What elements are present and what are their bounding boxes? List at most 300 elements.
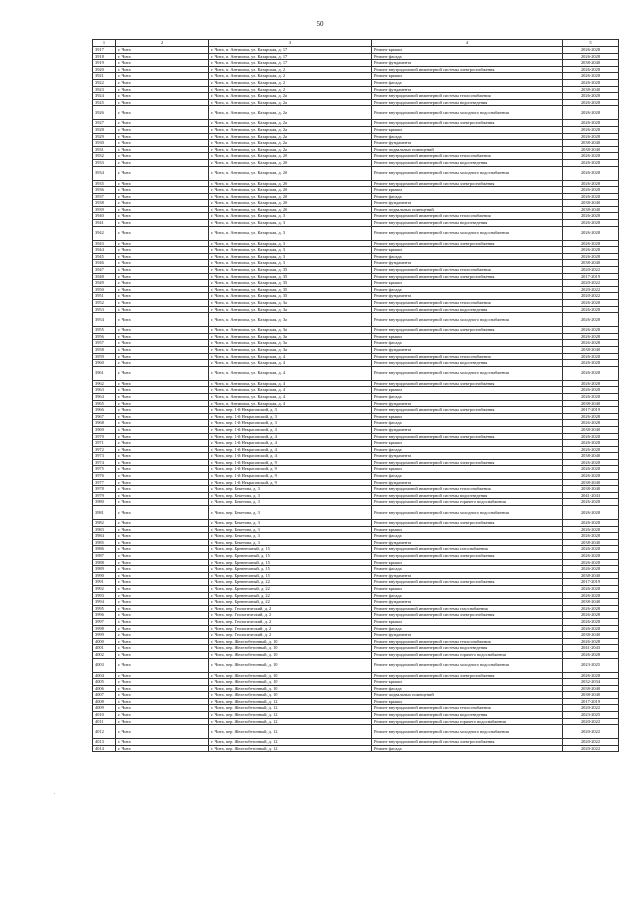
address: г. Чита, пер. 1-й Некрасовский, д. 4: [209, 440, 372, 447]
table-row: [93, 645, 619, 652]
work-type: Ремонт фундамента: [372, 60, 563, 67]
work-type: Ремонт внутридомовой инженерной системы электроснабжения: [372, 579, 563, 586]
address: г. Чита, п. Антипиха, ул. Казарская, д. 4: [209, 366, 372, 380]
work-type: Ремонт внутридомовой инженерной системы электроснабжения: [372, 612, 563, 619]
row-number: 3960: [93, 360, 116, 367]
period: 2020-2022: [563, 286, 619, 293]
period: 2026-2028: [563, 133, 619, 140]
period: 2017-2019: [563, 273, 619, 280]
address: г. Чита, пер. Железобетонный, д. 12: [209, 745, 372, 752]
period: 2026-2028: [563, 360, 619, 367]
period: 2026-2028: [563, 520, 619, 527]
municipality: г. Чита: [116, 658, 209, 672]
row-number: 4010: [93, 712, 116, 719]
address: г. Чита, пер. 1-й Некрасовский, д. 3: [209, 420, 372, 427]
municipality: г. Чита: [116, 520, 209, 527]
address: г. Чита, пер. Железобетонный, д. 10: [209, 638, 372, 645]
row-number: 4002: [93, 651, 116, 658]
row-number: 3936: [93, 187, 116, 194]
address: г. Чита, пер. Железобетонный, д. 10: [209, 692, 372, 699]
table-row: [93, 499, 619, 506]
work-type: Ремонт внутридомовой инженерной системы электроснабжения: [372, 66, 563, 73]
address: г. Чита, пер. Железобетонный, д. 10: [209, 685, 372, 692]
municipality: г. Чита: [116, 99, 209, 106]
period: 2026-2028: [563, 79, 619, 86]
work-type: Ремонт фасада: [372, 533, 563, 540]
work-type: Ремонт фасада: [372, 566, 563, 573]
address: г. Чита, п. Антипиха, ул. Казарская, д. 2а: [209, 140, 372, 147]
work-type: Ремонт фасада: [372, 340, 563, 347]
address: г. Чита, пер. 1-й Некрасовский, д. 4: [209, 433, 372, 440]
row-number: 3920: [93, 66, 116, 73]
municipality: г. Чита: [116, 280, 209, 287]
table-row: [93, 718, 619, 725]
municipality: г. Чита: [116, 393, 209, 400]
period: 2026-2028: [563, 153, 619, 160]
table-row: [93, 220, 619, 227]
period: 2026-2028: [563, 559, 619, 566]
municipality: г. Чита: [116, 226, 209, 240]
row-number: 3962: [93, 380, 116, 387]
period: 2026-2028: [563, 672, 619, 679]
row-number: 4009: [93, 705, 116, 712]
period: 2020-2022: [563, 718, 619, 725]
work-type: Ремонт фундамента: [372, 599, 563, 606]
work-type: Ремонт крыши: [372, 585, 563, 592]
row-number: 3976: [93, 473, 116, 480]
row-number: 3933: [93, 159, 116, 166]
address: г. Чита, пер. Железобетонный, д. 12: [209, 712, 372, 719]
municipality: г. Чита: [116, 273, 209, 280]
municipality: г. Чита: [116, 79, 209, 86]
period: 2026-2028: [563, 47, 619, 54]
table-row: [93, 140, 619, 147]
period: 2020-2022: [563, 705, 619, 712]
row-number: 3988: [93, 559, 116, 566]
table-row: [93, 638, 619, 645]
address: г. Чита, п. Антипиха, ул. Казарская, д. 2а: [209, 146, 372, 153]
table-row: [93, 226, 619, 240]
table-row: [93, 692, 619, 699]
period: 2026-2028: [563, 566, 619, 573]
work-type: Ремонт крыши: [372, 280, 563, 287]
row-number: 3975: [93, 466, 116, 473]
row-number: 3979: [93, 492, 116, 499]
work-type: Ремонт внутридомовой инженерной системы холодного водоснабжения: [372, 725, 563, 739]
address: г. Чита, п. Антипиха, ул. Казарская, д. 35: [209, 273, 372, 280]
work-type: Ремонт крыши: [372, 440, 563, 447]
row-number: 4000: [93, 638, 116, 645]
table-row: [93, 300, 619, 307]
row-number: 3925: [93, 99, 116, 106]
municipality: г. Чита: [116, 300, 209, 307]
municipality: г. Чита: [116, 180, 209, 187]
period: 2038-2040: [563, 692, 619, 699]
period: 2038-2040: [563, 426, 619, 433]
period: 2038-2040: [563, 572, 619, 579]
row-number: 4012: [93, 725, 116, 739]
period: 2026-2028: [563, 300, 619, 307]
municipality: г. Чита: [116, 645, 209, 652]
row-number: 3991: [93, 579, 116, 586]
table-row: [93, 79, 619, 86]
work-type: Ремонт внутридомовой инженерной системы водоотведения: [372, 492, 563, 499]
row-number: 4011: [93, 718, 116, 725]
table-row: [93, 393, 619, 400]
work-type: Ремонт фундамента: [372, 572, 563, 579]
address: г. Чита, п. Антипиха, ул. Казарская, д. 35: [209, 280, 372, 287]
row-number: 3918: [93, 53, 116, 60]
period: 2026-2028: [563, 585, 619, 592]
row-number: 3948: [93, 273, 116, 280]
work-type: Ремонт внутридомовой инженерной системы холодного водоснабжения: [372, 366, 563, 380]
table-row: [93, 433, 619, 440]
table-row: [93, 658, 619, 672]
work-type: Ремонт фасада: [372, 133, 563, 140]
municipality: г. Чита: [116, 253, 209, 260]
table-row: [93, 200, 619, 207]
table-row: [93, 446, 619, 453]
row-number: 3953: [93, 306, 116, 313]
row-number: 3955: [93, 327, 116, 334]
period: 2020-2022: [563, 725, 619, 739]
table-row: [93, 520, 619, 527]
address: г. Чита, п. Антипиха, ул. Казарская, д. 4: [209, 400, 372, 407]
address: г. Чита, п. Антипиха, ул. Казарская, д. 2б: [209, 200, 372, 207]
address: г. Чита, пер. Железобетонный, д. 10: [209, 672, 372, 679]
work-type: Ремонт подвальных помещений: [372, 206, 563, 213]
period: 2032-2034: [563, 679, 619, 686]
row-number: 3984: [93, 533, 116, 540]
work-type: Ремонт внутридомовой инженерной системы водоотведения: [372, 712, 563, 719]
table-row: [93, 133, 619, 140]
period: 2020-2022: [563, 280, 619, 287]
work-type: Ремонт внутридомовой инженерной системы электроснабжения: [372, 739, 563, 746]
period: 2017-2019: [563, 407, 619, 414]
work-type: Ремонт крыши: [372, 618, 563, 625]
municipality: г. Чита: [116, 366, 209, 380]
work-type: Ремонт фундамента: [372, 479, 563, 486]
work-type: Ремонт фасада: [372, 53, 563, 60]
period: 2026-2028: [563, 387, 619, 394]
period: 2026-2028: [563, 366, 619, 380]
table-row: [93, 93, 619, 100]
address: г. Чита, п. Антипиха, ул. Казарская, д. 2а: [209, 133, 372, 140]
period: 2038-2040: [563, 60, 619, 67]
address: г. Чита, п. Антипиха, ул. Казарская, д. 4: [209, 387, 372, 394]
address: г. Чита, пер. Железобетонный, д. 10: [209, 679, 372, 686]
row-number: 3950: [93, 286, 116, 293]
row-number: 3967: [93, 413, 116, 420]
municipality: г. Чита: [116, 745, 209, 752]
row-number: 3970: [93, 433, 116, 440]
municipality: г. Чита: [116, 453, 209, 460]
address: г. Чита, пер. 1-й Некрасовский, д. 3: [209, 407, 372, 414]
row-number: 3937: [93, 193, 116, 200]
period: 2026-2028: [563, 106, 619, 120]
column-header: 2: [116, 40, 209, 47]
address: г. Чита, пер. Железобетонный, д. 10: [209, 658, 372, 672]
row-number: 3954: [93, 313, 116, 327]
work-type: Ремонт фундамента: [372, 346, 563, 353]
repair-schedule-table: [92, 39, 619, 752]
table-row: [93, 360, 619, 367]
table-row: [93, 247, 619, 254]
address: г. Чита, пер. Бекетова, д. 3: [209, 492, 372, 499]
row-number: 3993: [93, 592, 116, 599]
row-number: 3929: [93, 133, 116, 140]
table-row: [93, 280, 619, 287]
municipality: г. Чита: [116, 718, 209, 725]
period: 2026-2028: [563, 240, 619, 247]
period: 2026-2028: [563, 625, 619, 632]
period: 2038-2040: [563, 146, 619, 153]
municipality: г. Чита: [116, 126, 209, 133]
work-type: Ремонт внутридомовой инженерной системы холодного водоснабжения: [372, 313, 563, 327]
municipality: г. Чита: [116, 86, 209, 93]
work-type: Ремонт внутридомовой инженерной системы водоотведения: [372, 99, 563, 106]
table-row: [93, 651, 619, 658]
address: г. Чита, п. Антипиха, ул. Казарская, д. 2б: [209, 187, 372, 194]
municipality: г. Чита: [116, 200, 209, 207]
work-type: Ремонт подвальных помещений: [372, 692, 563, 699]
page-number: 50: [316, 20, 324, 28]
table-row: [93, 313, 619, 327]
row-number: 4013: [93, 739, 116, 746]
row-number: 3981: [93, 506, 116, 520]
period: 2038-2040: [563, 599, 619, 606]
address: г. Чита, пер. 1-й Некрасовский, д. 4: [209, 453, 372, 460]
municipality: г. Чита: [116, 313, 209, 327]
municipality: г. Чита: [116, 47, 209, 54]
work-type: Ремонт внутридомовой инженерной системы газоснабжения: [372, 605, 563, 612]
work-type: Ремонт крыши: [372, 413, 563, 420]
municipality: г. Чита: [116, 605, 209, 612]
period: 2017-2019: [563, 579, 619, 586]
row-number: 3931: [93, 146, 116, 153]
municipality: г. Чита: [116, 499, 209, 506]
municipality: г. Чита: [116, 420, 209, 427]
period: 2026-2028: [563, 93, 619, 100]
municipality: г. Чита: [116, 486, 209, 493]
period: 2038-2040: [563, 539, 619, 546]
row-number: 3961: [93, 366, 116, 380]
row-number: 3949: [93, 280, 116, 287]
table-row: [93, 213, 619, 220]
table-row: [93, 413, 619, 420]
municipality: г. Чита: [116, 400, 209, 407]
table-row: [93, 526, 619, 533]
period: 2026-2028: [563, 120, 619, 127]
table-row: [93, 533, 619, 540]
period: 2026-2028: [563, 220, 619, 227]
municipality: г. Чита: [116, 360, 209, 367]
row-number: 3959: [93, 353, 116, 360]
period: 2026-2028: [563, 253, 619, 260]
row-number: 3986: [93, 546, 116, 553]
municipality: г. Чита: [116, 340, 209, 347]
table-row: [93, 53, 619, 60]
address: г. Чита, п. Антипиха, ул. Казарская, д. 17: [209, 60, 372, 67]
row-number: 3958: [93, 346, 116, 353]
address: г. Чита, п. Антипиха, ул. Казарская, д. 2б: [209, 166, 372, 180]
period: 2026-2028: [563, 440, 619, 447]
address: г. Чита, п. Антипиха, ул. Казарская, д. 35: [209, 267, 372, 274]
row-number: 3992: [93, 585, 116, 592]
table-row: [93, 60, 619, 67]
row-number: 3977: [93, 479, 116, 486]
work-type: Ремонт внутридомовой инженерной системы водоотведения: [372, 645, 563, 652]
address: г. Чита, п. Антипиха, ул. Казарская, д. 2б: [209, 153, 372, 160]
municipality: г. Чита: [116, 506, 209, 520]
address: г. Чита, пер. Геологический, д. 2: [209, 618, 372, 625]
work-type: Ремонт внутридомовой инженерной системы теплоснабжения: [372, 638, 563, 645]
period: 2020-2022: [563, 745, 619, 752]
municipality: г. Чита: [116, 698, 209, 705]
address: г. Чита, п. Антипиха, ул. Казарская, д. 2а: [209, 99, 372, 106]
municipality: г. Чита: [116, 566, 209, 573]
work-type: Ремонт фасада: [372, 685, 563, 692]
table-row: [93, 120, 619, 127]
work-type: Ремонт фундамента: [372, 86, 563, 93]
row-number: 3947: [93, 267, 116, 274]
municipality: г. Чита: [116, 193, 209, 200]
municipality: г. Чита: [116, 546, 209, 553]
table-row: [93, 166, 619, 180]
work-type: Ремонт фундамента: [372, 539, 563, 546]
municipality: г. Чита: [116, 612, 209, 619]
table-row: [93, 506, 619, 520]
work-type: Ремонт внутридомовой инженерной системы холодного водоснабжения: [372, 226, 563, 240]
address: г. Чита, пер. Железобетонный, д. 10: [209, 651, 372, 658]
address: г. Чита, пер. Железобетонный, д. 12: [209, 718, 372, 725]
row-number: 3987: [93, 553, 116, 560]
row-number: 3917: [93, 47, 116, 54]
municipality: г. Чита: [116, 133, 209, 140]
work-type: Ремонт внутридомовой инженерной системы электроснабжения: [372, 459, 563, 466]
period: 2026-2028: [563, 166, 619, 180]
work-type: Ремонт крыши: [372, 526, 563, 533]
address: г. Чита, пер. Геологический, д. 2: [209, 605, 372, 612]
period: 2038-2040: [563, 260, 619, 267]
municipality: г. Чита: [116, 60, 209, 67]
period: 2041-2043: [563, 645, 619, 652]
work-type: Ремонт внутридомовой инженерной системы холодного водоснабжения: [372, 658, 563, 672]
period: 2026-2028: [563, 506, 619, 520]
work-type: Ремонт фундамента: [372, 200, 563, 207]
work-type: Ремонт фасада: [372, 193, 563, 200]
address: г. Чита, п. Антипиха, ул. Казарская, д. 4: [209, 380, 372, 387]
column-header: 3: [209, 40, 372, 47]
table-row: [93, 618, 619, 625]
table-row: [93, 66, 619, 73]
work-type: Ремонт внутридомовой инженерной системы электроснабжения: [372, 407, 563, 414]
municipality: г. Чита: [116, 459, 209, 466]
work-type: Ремонт внутридомовой инженерной системы холодного водоснабжения: [372, 506, 563, 520]
row-number: 3999: [93, 632, 116, 639]
municipality: г. Чита: [116, 166, 209, 180]
municipality: г. Чита: [116, 206, 209, 213]
work-type: Ремонт крыши: [372, 247, 563, 254]
period: 2026-2028: [563, 466, 619, 473]
work-type: Ремонт внутридомовой инженерной системы водоотведения: [372, 306, 563, 313]
address: г. Чита, п. Антипиха, ул. Казарская, д. 3: [209, 247, 372, 254]
table-row: [93, 146, 619, 153]
municipality: г. Чита: [116, 705, 209, 712]
row-number: 4014: [93, 745, 116, 752]
municipality: г. Чита: [116, 293, 209, 300]
address: г. Чита, п. Антипиха, ул. Казарская, д. 3а: [209, 306, 372, 313]
municipality: г. Чита: [116, 153, 209, 160]
municipality: г. Чита: [116, 725, 209, 739]
work-type: Ремонт фундамента: [372, 453, 563, 460]
row-number: 3994: [93, 599, 116, 606]
row-number: 3932: [93, 153, 116, 160]
scan-mark: .: [54, 790, 56, 796]
row-number: 3952: [93, 300, 116, 307]
work-type: Ремонт внутридомовой инженерной системы теплоснабжения: [372, 300, 563, 307]
period: 2026-2028: [563, 353, 619, 360]
table-row: [93, 153, 619, 160]
work-type: Ремонт внутридомовой инженерной системы электроснабжения: [372, 672, 563, 679]
work-type: Ремонт крыши: [372, 679, 563, 686]
address: г. Чита, п. Антипиха, ул. Казарская, д. 3а: [209, 300, 372, 307]
table-row: [93, 420, 619, 427]
table-row: [93, 566, 619, 573]
period: 2026-2028: [563, 526, 619, 533]
work-type: Ремонт внутридомовой инженерной системы холодного водоснабжения: [372, 106, 563, 120]
table-row: [93, 253, 619, 260]
address: г. Чита, п. Антипиха, ул. Казарская, д. 2б: [209, 193, 372, 200]
work-type: Ремонт крыши: [372, 187, 563, 194]
table-row: [93, 466, 619, 473]
municipality: г. Чита: [116, 327, 209, 334]
address: г. Чита, пер. Бревенчатый, д. 15: [209, 546, 372, 553]
table-row: [93, 407, 619, 414]
work-type: Ремонт крыши: [372, 47, 563, 54]
municipality: г. Чита: [116, 625, 209, 632]
row-number: 4001: [93, 645, 116, 652]
table-row: [93, 126, 619, 133]
address: г. Чита, пер. Бекетова, д. 3: [209, 486, 372, 493]
address: г. Чита, п. Антипиха, ул. Казарская, д. 3а: [209, 327, 372, 334]
row-number: 3978: [93, 486, 116, 493]
address: г. Чита, пер. Бревенчатый, д. 22: [209, 599, 372, 606]
work-type: Ремонт фундамента: [372, 260, 563, 267]
table-row: [93, 387, 619, 394]
period: 2026-2028: [563, 327, 619, 334]
row-number: 4004: [93, 672, 116, 679]
period: 2026-2028: [563, 180, 619, 187]
work-type: Ремонт внутридомовой инженерной системы теплоснабжения: [372, 153, 563, 160]
municipality: г. Чита: [116, 140, 209, 147]
row-number: 3989: [93, 566, 116, 573]
address: г. Чита, пер. Бревенчатый, д. 22: [209, 592, 372, 599]
row-number: 3951: [93, 293, 116, 300]
work-type: Ремонт внутридомовой инженерной системы теплоснабжения: [372, 486, 563, 493]
table-row: [93, 73, 619, 80]
table-row: [93, 579, 619, 586]
row-number: 3921: [93, 73, 116, 80]
row-number: 3938: [93, 200, 116, 207]
table-row: [93, 306, 619, 313]
period: 2038-2040: [563, 86, 619, 93]
municipality: г. Чита: [116, 533, 209, 540]
row-number: 4006: [93, 685, 116, 692]
table-row: [93, 333, 619, 340]
table-row: [93, 479, 619, 486]
table-row: [93, 459, 619, 466]
